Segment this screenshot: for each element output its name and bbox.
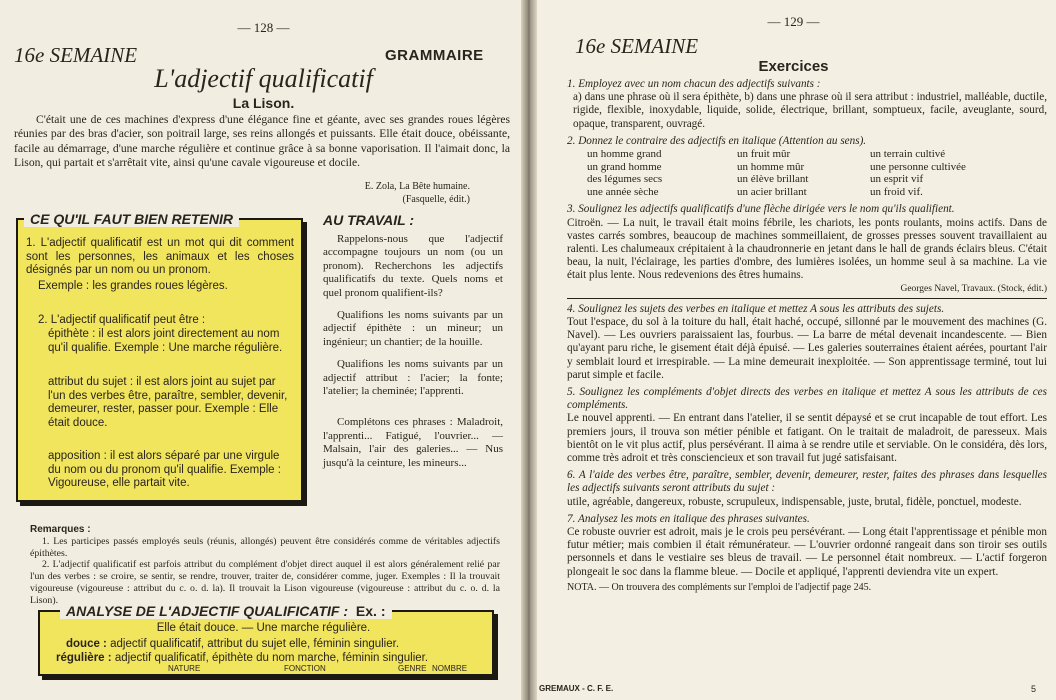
ex2-cell: une année sèche	[587, 185, 659, 198]
exercise-7-body: Ce robuste ouvrier est adroit, mais je le crois peu persévérant. — Long était l'apprentissage et pénible mon futur métier; mais combien il était rémunérateur. — L'ouvrier ordonné rangeait dans son tiroir ses outils personnels et dans le vestiaire ses bleus de travail. — Le personnel était nombreux. — L'actif forgeron plongeait le soc dans la flamme bleue. — Docile et appliqué, l'apprenti deviendra vite un expert.	[567, 526, 1047, 578]
exercises-column	[567, 78, 1047, 594]
travail-column	[323, 233, 503, 479]
right-week-heading: 16e SEMAINE	[575, 34, 699, 58]
exercise-2-heading: 2. Donnez le contraire des adjectifs en italique (Attention au sens).	[567, 134, 867, 147]
analyse-label-nombre: NOMBRE	[432, 664, 468, 673]
exercise-3-heading: 3. Soulignez les adjectifs qualificatifs d'une flèche dirigée vers le nom qu'ils qualifient.	[567, 203, 955, 216]
ex2-cell: un terrain cultivé	[870, 148, 946, 161]
remarque-2: 2. L'adjectif qualificatif est parfois attribut du complément d'objet direct auquel il est alors généralement relié par l'un des verbes : se croire, se sentir, se rendre, trouver, traiter de, considérer comme, juger. Exemples : Il la trouvait vigoureuse (vigoureuse : attribut du c. o. d. la). Il trouvait la Lison vigoureuse (vigoureuse : attribut du c. o. d. la Lison).	[30, 559, 500, 606]
remarque-1: 1. Les participes passés employés seuls (réunis, allongés) peuvent être considérés comme de véritables adjectifs épithètes.	[30, 535, 500, 559]
remarques-block	[30, 524, 500, 607]
exercise-3-citation: Georges Navel, Travaux. (Stock, édit.)	[900, 283, 1047, 294]
ex2-cell: un fruit mûr	[737, 148, 791, 161]
exercises-title: Exercices	[758, 58, 829, 75]
travail-item-1: Rappelons-nous que l'adjectif accompagne toujours un nom (ou un pronom). Recherchons les adjectifs qualificatifs du texte. Quels noms et quel pronom qualifient-ils?	[323, 233, 503, 299]
section-heading: GRAMMAIRE	[385, 47, 484, 64]
analyse-title: ANALYSE DE L'ADJECTIF QUALIFICATIF :	[66, 603, 349, 619]
analyse-douce-word: douce :	[66, 638, 107, 650]
analyse-label-fonction: FONCTION	[284, 664, 326, 673]
ex2-cell: des légumes secs	[587, 173, 663, 186]
exercise-4-heading: 4. Soulignez les sujets des verbes en italique et mettez A sous les attributs des sujets.	[567, 302, 945, 315]
exercise-1-body: a) dans une phrase où il sera épithète, b) dans une phrase où il sera attribut : industriel, malléable, ductile, rigide, flexible, inoxydable, liquide, solide, électrique, brillant, somptueux, facile, aveuglante, sourd, opaque, transparent, ouvragé.	[573, 91, 1047, 130]
left-page	[0, 0, 527, 700]
retenir-rule-2: 2. L'adjectif qualificatif peut être :	[38, 314, 206, 326]
analyse-label-nature: NATURE	[168, 664, 201, 673]
left-page-number: — 128 —	[237, 20, 290, 35]
publisher-footer: GREMAUX - C. F. E.	[539, 684, 614, 693]
exercise-6-heading: 6. A l'aide des verbes être, paraître, sembler, devenir, demeurer, rester, faites des phrases dans lesquelles les adjectifs suivants seront attributs du sujet :	[567, 469, 1047, 495]
left-week-heading: 16e SEMAINE	[14, 43, 138, 67]
exercise-5-body: Le nouvel apprenti. — En entrant dans l'atelier, il se sentit dépaysé et se crut incapable de tout effort. Les premiers jours, il trouva son métier pénible et fatigant. On le traitait de maladroit, de paresseux. Mais bientôt on le vit plus actif, plus persévérant. Il aima à se rendre utile et serviable. On le considéra, dès lors, comme très adroit et très consciencieux et son travail fut jugé satisfaisant.	[567, 412, 1047, 465]
travail-item-4: Complétons ces phrases : Maladroit, l'apprenti... Fatigué, l'ouvrier... — Malsain, l'air des galeries... — Nus jusqu'à la ceinture, les mineurs...	[323, 416, 503, 469]
analyse-reguliere-word: régulière :	[56, 652, 112, 664]
analyse-ex-label: Ex. :	[355, 603, 386, 619]
right-page	[531, 0, 1056, 700]
retenir-title: CE QU'IL FAUT BIEN RETENIR	[24, 211, 239, 227]
ex2-cell: un froid vif.	[870, 185, 923, 198]
analyse-douce-line	[66, 638, 486, 652]
ex2-cell: un élève brillant	[737, 173, 809, 186]
ex2-cell: un homme grand	[587, 148, 662, 161]
retenir-rule-1-example: Exemple : les grandes roues légères.	[38, 280, 228, 292]
exercise-note: NOTA. — On trouvera des compléments sur l'emploi de l'adjectif page 245.	[567, 581, 872, 593]
remarques-title: Remarques :	[30, 524, 91, 535]
reading-title: La Lison.	[232, 95, 295, 111]
right-page-number: — 129 —	[767, 14, 820, 29]
reading-text: C'était une de ces machines d'express d'une élégance fine et géante, avec ses grandes roues légères réunies par des bras d'acier, son poitrail large, ses reins allongés et puissants. Elle était douce, obéissante, facile au démarrage, d'une marche régulière et continue grâce à sa bonne vaporisation. Il l'aimait donc, la Lison, qui partait et s'arrêtait vite, ainsi qu'une cavale vigoureuse et docile.	[14, 113, 510, 170]
retenir-epithete: épithète : il est alors joint directement au nom qu'il qualifie. Exemple : Une marche régulière.	[48, 328, 283, 354]
retenir-rule-1: 1. L'adjectif qualificatif est un mot qui dit comment sont les personnes, les animaux et les choses désignés par un nom ou un pronom.	[26, 237, 294, 277]
exercise-4-body: Tout l'espace, du sol à la toiture du hall, était haché, occupé, sillonné par le mouvement des machines (G. Navel). — Les ouvriers paraissaient las, fourbus. — La barre de métal devenait incandescente. — Bien qu'ayant paru riche, le gisement était déjà épuisé. — Les galeries souterraines étaient aérées, pourtant l'air y semblait lourd et irrespirable. — La mine demeurait inexploitée. — Son apprentissage terminé, tout lui parut simple et facile.	[567, 316, 1047, 381]
ex2-cell: une personne cultivée	[870, 160, 966, 173]
reading-publisher: (Fasquelle, édit.)	[402, 194, 470, 205]
exercise-6-body: utile, agréable, dangereux, robuste, scrupuleux, indispensable, juste, brutal, fidèle, ponctuel, modeste.	[567, 495, 1022, 508]
retenir-apposition: apposition : il est alors séparé par une virgule du nom ou du pronom qu'il qualifie. Exemple : Vigoureuse, elle partait vite.	[48, 450, 281, 490]
reading-citation	[250, 180, 470, 206]
reading-author: E. Zola, La Bête humaine.	[364, 181, 470, 192]
analyse-douce-text: adjectif qualificatif, attribut du sujet elle, féminin singulier.	[110, 638, 400, 650]
ex2-cell: un homme mûr	[737, 160, 805, 173]
signature-mark: 5	[1031, 684, 1037, 694]
divider	[567, 298, 1047, 299]
lesson-title: L'adjectif qualificatif	[154, 64, 373, 93]
retenir-attribut: attribut du sujet : il est alors joint au sujet par l'un des verbes être, paraître, sembler, devenir, demeurer, rester, passer pour. Exemple : Elle était douce.	[48, 376, 288, 429]
analyse-label-genre: GENRE	[398, 664, 427, 673]
exercise-1-heading: 1. Employez avec un nom chacun des adjectifs suivants :	[567, 78, 821, 90]
travail-item-3: Qualifions les noms suivants par un adjectif attribut : l'acier; la fonte; l'atelier; la cheminée; l'apprenti.	[323, 358, 503, 398]
ex2-cell: un grand homme	[587, 160, 662, 173]
ex2-cell: un acier brillant	[737, 185, 807, 198]
travail-item-2: Qualifions les noms suivants par un adjectif épithète : un mineur; un ingénieur; un chantier; de la houille.	[323, 309, 503, 348]
analyse-title-wrap	[60, 603, 392, 619]
book-gutter	[521, 0, 537, 700]
exercise-7-heading: 7. Analysez les mots en italique des phrases suivantes.	[567, 512, 810, 525]
analyse-sentence: Elle était douce. — Une marche régulière.	[156, 622, 371, 634]
analyse-reguliere-text: adjectif qualificatif, épithète du nom marche, féminin singulier.	[114, 652, 429, 664]
exercise-3-body: Citroën. — La nuit, le travail était moins fébrile, les chariots, les ponts roulants, moins actifs. Dans de vastes carrés sombres, beaucoup de machines sommeillaient, de grosses presses souvent travaillaient au ralenti. Les chalumeaux crépitaient à la chaudronnerie en jetant dans le hall de grands éclairs bleus. C'était beau, la nuit, l'éclairage, les parties d'ombre, des lumières isolées, un homme seul à sa machine. La vie était plus lente. Nous redevenions des êtres humains.	[567, 216, 1047, 282]
travail-title: AU TRAVAIL :	[323, 212, 414, 228]
exercise-5-heading: 5. Soulignez les compléments d'objet directs des verbes en italique et mettez A sous les attributs de ces compléments.	[567, 386, 1047, 412]
exercise-2-grid	[587, 148, 1047, 198]
ex2-cell: un esprit vif	[870, 173, 924, 186]
